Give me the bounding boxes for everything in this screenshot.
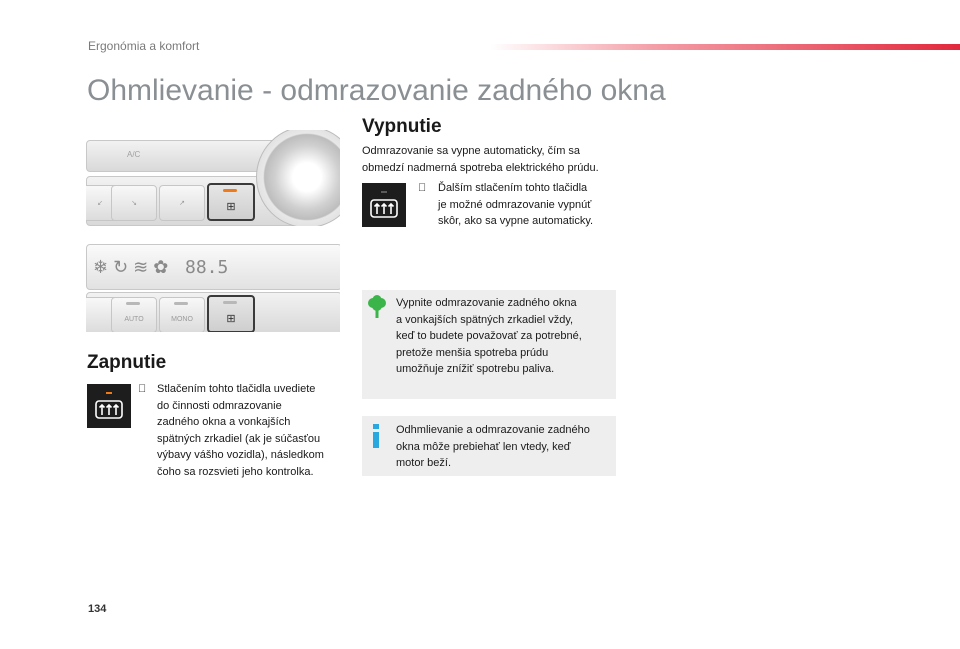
airflow-icon: ↙	[97, 200, 103, 207]
text-line: Odmrazovanie sa vypne automaticky, čím sa	[362, 145, 581, 157]
auto-label: AUTO	[124, 315, 144, 323]
text-line: výbavy vášho vozidla), následkom	[157, 449, 324, 461]
display-strip	[86, 244, 340, 290]
text-line: čoho sa rozsvieti jeho kontrolka.	[157, 465, 314, 478]
indicator-led-off	[223, 301, 237, 304]
page-title: Ohmlievanie - odmrazovanie zadného okna	[87, 74, 666, 107]
text-line: okna môže prebiehať len vtedy, keď	[396, 440, 571, 453]
indicator-led-on	[223, 189, 237, 192]
text-line: skôr, ako sa vypne automaticky.	[438, 215, 594, 227]
mono-button	[159, 297, 205, 332]
eco-note-text	[396, 295, 611, 378]
bullet-marker	[138, 381, 146, 398]
bullet-marker	[418, 180, 426, 197]
temperature-display: 88.5	[185, 257, 229, 278]
rear-defrost-icon	[87, 384, 131, 428]
air-feet-button	[111, 185, 157, 221]
control-panel-bottom	[86, 240, 340, 332]
text-line: zadného okna a vonkajších	[157, 416, 291, 428]
text-line: pretože menšia spotreba prúdu	[396, 346, 549, 359]
text-line: motor beží.	[396, 457, 452, 469]
info-note	[362, 416, 616, 476]
text-line: Stlačením tohto tlačidla uvediete	[157, 383, 316, 395]
airflow-face-icon: ↗	[179, 200, 185, 207]
air-face-button	[159, 185, 205, 221]
rear-defrost-button-top	[207, 183, 255, 221]
rotary-knob	[256, 130, 340, 226]
rear-defrost-icon	[362, 183, 406, 227]
indicator-led-off	[126, 302, 140, 305]
indicator-led-off	[174, 302, 188, 305]
text-line: do činnosti odmrazovanie	[157, 399, 282, 412]
text-line: umožňuje znížiť spotrebu paliva.	[396, 363, 555, 375]
rear-defrost-icon: ⊞	[226, 200, 236, 213]
auto-button	[111, 297, 157, 332]
text-line: Vypnite odmrazovanie zadného okna	[396, 297, 577, 309]
vypnutie-heading: Vypnutie	[362, 116, 442, 137]
text-line: a vonkajších spätných zrkadiel vždy,	[396, 313, 574, 326]
text-line: Ďalším stlačením tohto tlačidla	[438, 182, 588, 194]
eco-tree-icon	[366, 295, 388, 319]
text-line: spätných zrkadiel (ak je súčasťou	[157, 432, 321, 445]
text-line: obmedzí nadmerná spotreba elektrického prúdu.	[362, 161, 599, 174]
page-number: 134	[88, 603, 107, 615]
info-icon	[370, 424, 382, 448]
rear-defrost-button-icon-on	[87, 384, 131, 428]
zapnutie-text	[157, 381, 357, 480]
climate-icons: ❄ ↻ ≋ ✿	[93, 257, 169, 277]
text-line: je možné odmrazovanie vypnúť	[438, 198, 592, 211]
zapnutie-heading: Zapnutie	[87, 352, 167, 373]
section-label: Ergonómia a komfort	[88, 39, 200, 53]
text-line: keď to budete považovať za potrebné,	[396, 330, 582, 342]
vypnutie-text	[438, 180, 628, 230]
mono-label: MONO	[171, 315, 193, 323]
text-line: Odhmlievanie a odmrazovanie zadného	[396, 424, 590, 436]
rear-defrost-button-icon-off	[362, 183, 406, 227]
ac-label: A/C	[127, 150, 141, 159]
rear-defrost-icon: ⊞	[226, 312, 236, 325]
control-panel-top	[86, 130, 340, 226]
eco-note	[362, 290, 616, 399]
vypnutie-intro	[362, 143, 622, 176]
info-note-text	[396, 422, 611, 472]
header-accent-bar	[490, 44, 960, 50]
rear-defrost-button-bottom	[207, 295, 255, 332]
button-strip-bottom	[86, 292, 340, 332]
airflow-feet-icon: ↘	[131, 200, 137, 207]
